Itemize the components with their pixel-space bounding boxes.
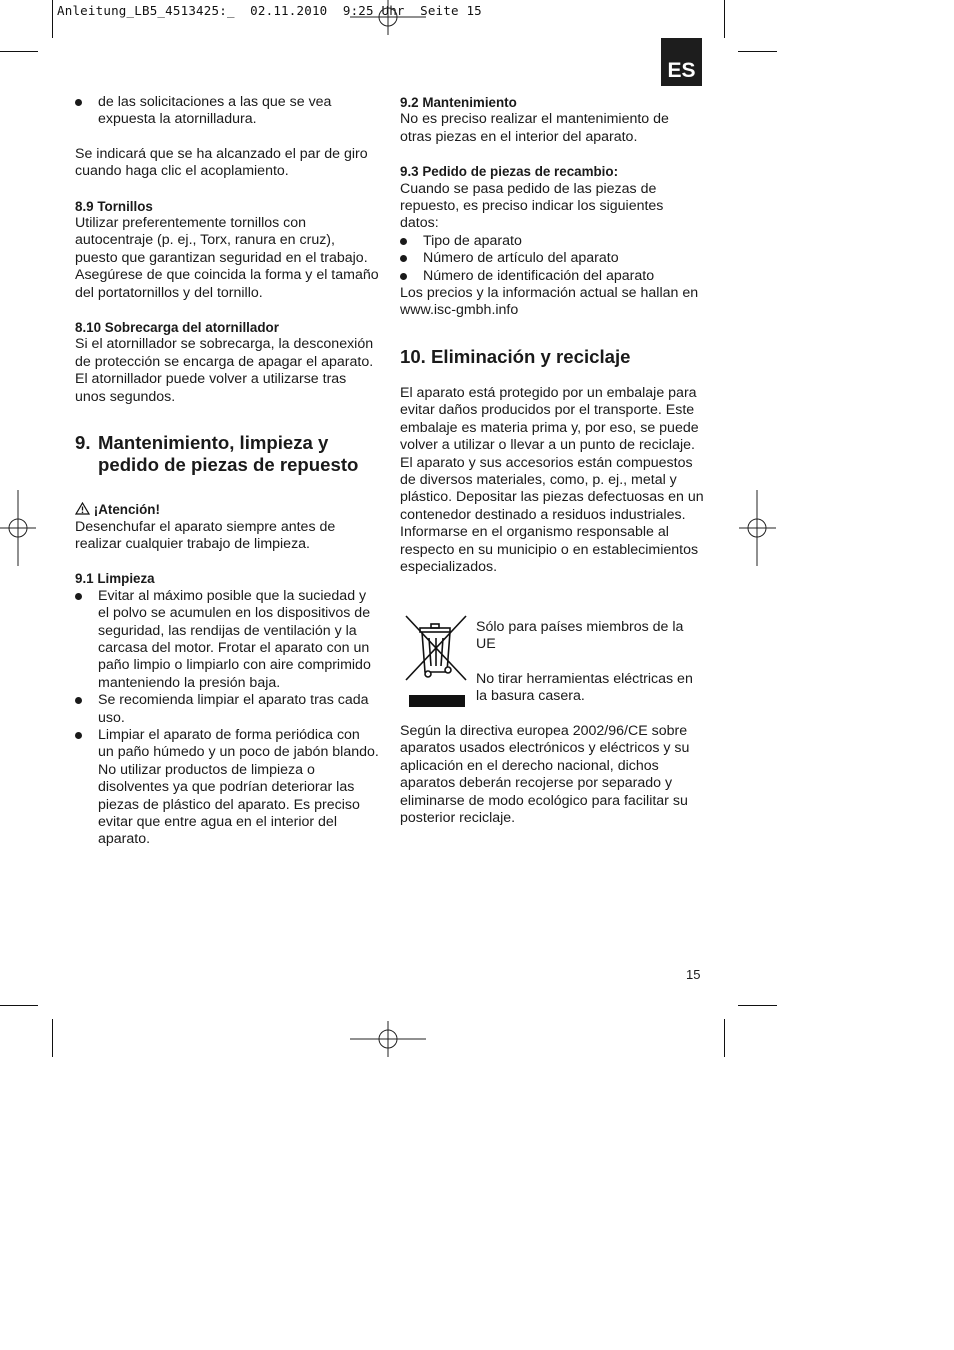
list-item: Evitar al máximo posible que la suciedad y el polvo se acumulen en los dispositivos de seguridad, las rendijas de ventilación y la carcasa del motor. Frotar el aparato con un paño limpio o limpiarlo con aire comprimido manteniendo la presión baja. (75, 588, 379, 692)
right-column (400, 94, 704, 576)
heading-8-10: 8.10 Sobrecarga del atornillador (75, 320, 279, 336)
paragraph-8-9: Utilizar preferentemente tornillos con autocentraje (p. ej., Torx, ranura en cruz), puesto que garantizan seguridad en el trabajo. Asegúrese de que coincida la forma y el tamaño del portatornillos y del tornillo. (75, 215, 379, 301)
page-number: 15 (686, 967, 701, 982)
weee-note (476, 619, 706, 706)
list-item: Tipo de aparato (400, 233, 704, 250)
heading-9-2: 9.2 Mantenimiento (400, 95, 517, 110)
paragraph-clic: Se indicará que se ha alcanzado el par de giro cuando haga clic el acoplamiento. (75, 145, 368, 180)
left-column (75, 94, 379, 849)
paragraph-9-2: No es preciso realizar el mantenimiento de otras piezas en el interior del aparato. (400, 111, 669, 145)
directive-block (400, 723, 704, 827)
heading-8-9: 8.9 Tornillos (75, 198, 153, 214)
attention-line: ¡Atención! (75, 501, 379, 518)
eu-only-text: Sólo para países miembros de la UE (476, 619, 684, 653)
paragraph-8-10: Si el atornillador se sobrecarga, la desconexión de protección se encarga de apagar el aparato. El atornillador puede volver a utilizarse tras unos segundos. (75, 336, 374, 405)
warning-icon (75, 502, 90, 515)
list-item: de las solicitaciones a las que se vea expuesta la atornilladura. (75, 94, 379, 129)
heading-9-3: 9.3 Pedido de piezas de recambio: (400, 164, 619, 180)
paragraph-10: El aparato está protegido por un embalaje para evitar daños producidos por el transporte. Este embalaje es materia prima y, por eso, se puede volver a utilizar o llevar a un punto de reciclaje. El aparato y sus accesorios están compuestos de diversos materiales, como, p. ej., metal y plástico. Depositar las piezas defectuosas en un contenedor destinado a residuos industriales. Informarse en el organismo responsable al respecto en su municipio o en establecimientos especializados. (400, 384, 704, 575)
print-header: Anleitung_LB5_4513425:_ 02.11.2010 9:25 Uhr Seite 15 (57, 3, 482, 18)
paragraph-attention: Desenchufar el aparato siempre antes de realizar cualquier trabajo de limpieza. (75, 518, 336, 552)
heading-10: 10. Eliminación y reciclaje (400, 345, 631, 367)
paragraph-prices: Los precios y la información actual se hallan en www.isc-gmbh.info (400, 285, 699, 319)
list-item: Número de artículo del aparato (400, 250, 704, 267)
list-item: Limpiar el aparato de forma periódica con un paño húmedo y un poco de jabón blando. No utilizar productos de limpieza o disolventes ya que podrían deteriorar las piezas de plástico del aparato. Es preciso evitar que entre agua en el interior del aparato. (75, 727, 379, 849)
no-trash-text: No tirar herramientas eléctricas en la basura casera. (476, 670, 693, 705)
heading-9-1: 9.1 Limpieza (75, 571, 155, 587)
list-item: Se recomienda limpiar el aparato tras cada uso. (75, 692, 379, 727)
heading-9: 9. Mantenimiento, limpieza y pedido de piezas de repuesto (75, 432, 359, 476)
crossed-bin-icon (404, 614, 470, 710)
language-badge: ES (661, 38, 702, 86)
paragraph-directive: Según la directiva europea 2002/96/CE sobre aparatos usados electrónicos y eléctricos y su aplicación en el derecho nacional, dichos aparatos deberán recojerse por separado y eliminarse de modo ecológico para facilitar su posterior reciclaje. (400, 723, 690, 827)
paragraph-9-3: Cuando se pasa pedido de las piezas de repuesto, es preciso indicar los siguientes datos: (400, 180, 664, 232)
list-item: Número de identificación del aparato (400, 268, 704, 285)
